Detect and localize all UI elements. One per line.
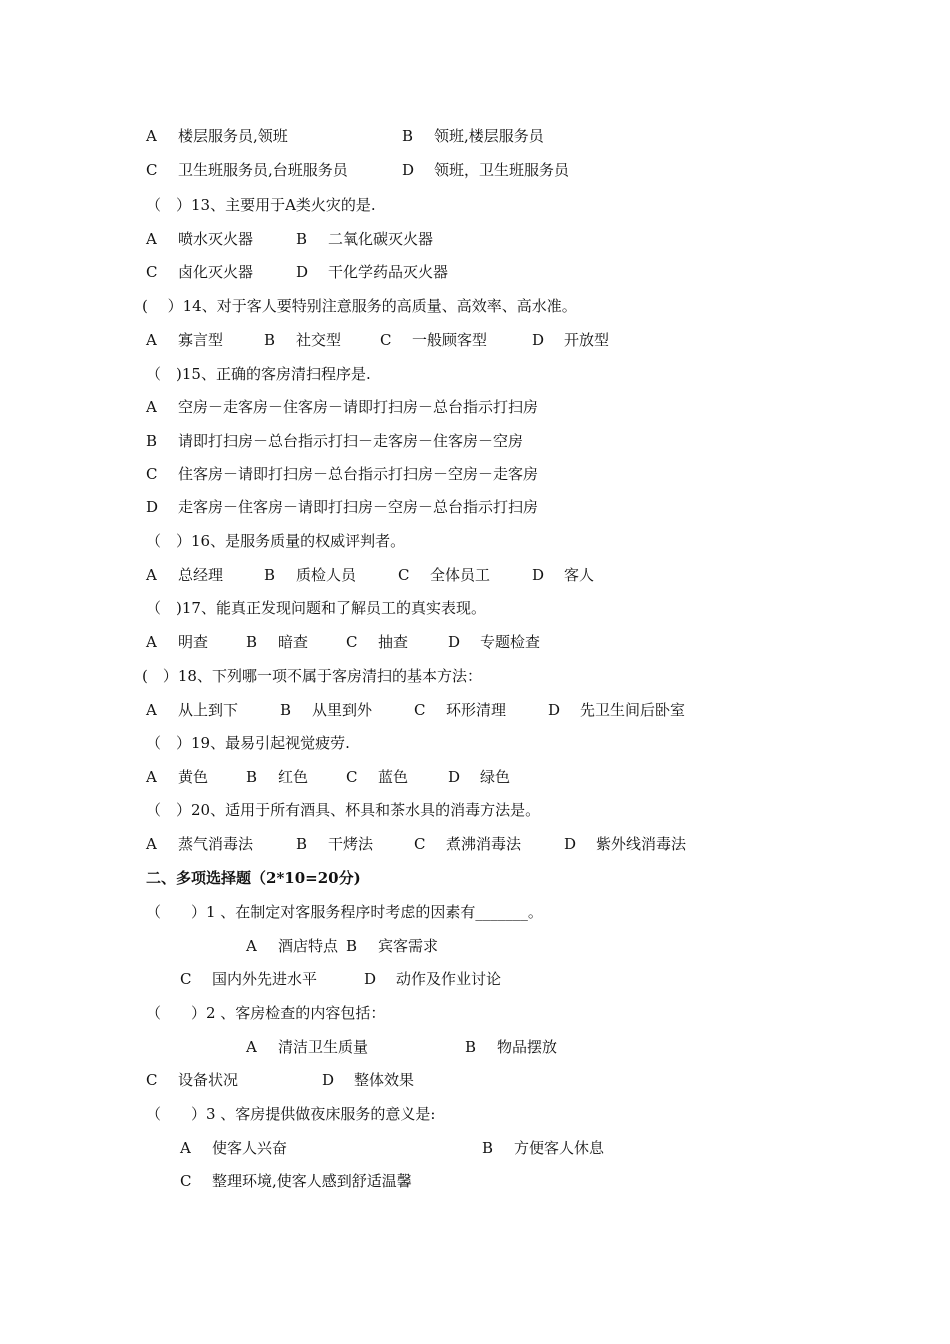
- option-text: 物品摆放: [497, 1038, 558, 1056]
- option-text: 领班，卫生班服务员: [434, 161, 570, 179]
- option-letter: A: [146, 230, 157, 248]
- question-18: ( ）18、下列哪一项不属于客房清扫的基本方法：: [142, 667, 482, 685]
- option-text: 总经理: [178, 566, 224, 584]
- option-text: 二氧化碳灭火器: [328, 230, 434, 248]
- option-text: 客人: [564, 566, 595, 584]
- section-heading-multiple-choice: 二、多项选择题（2*10=20分): [146, 869, 361, 887]
- option-letter: B: [246, 633, 258, 651]
- option-text: 全体员工: [430, 566, 491, 584]
- option-letter: D: [296, 263, 309, 281]
- option-text: 走客房－住客房－请即打扫房－空房－总台指示打扫房: [178, 498, 539, 516]
- option-letter: D: [532, 331, 545, 349]
- option-letter: B: [296, 230, 308, 248]
- option-letter: B: [296, 835, 308, 853]
- option-letter: C: [414, 835, 426, 853]
- option-letter: C: [346, 768, 358, 786]
- option-text: 质检人员: [296, 566, 357, 584]
- option-text: 一般顾客型: [412, 331, 488, 349]
- option-text: 整体效果: [354, 1071, 415, 1089]
- option-text: 住客房－请即打扫房－总台指示打扫房－空房－走客房: [178, 465, 539, 483]
- question-17: （ )17、能真正发现问题和了解员工的真实表现。: [146, 599, 486, 617]
- option-letter: C: [146, 161, 158, 179]
- option-text: 暗查: [278, 633, 309, 651]
- option-letter: B: [346, 937, 358, 955]
- option-text: 干化学药品灭火器: [328, 263, 449, 281]
- option-text: 从里到外: [312, 701, 373, 719]
- option-letter: D: [532, 566, 545, 584]
- option-letter: C: [146, 1071, 158, 1089]
- option-text: 寡言型: [178, 331, 224, 349]
- question-15: （ )15、正确的客房清扫程序是.: [146, 365, 371, 383]
- option-text: 蒸气消毒法: [178, 835, 254, 853]
- option-text: 红色: [278, 768, 309, 786]
- option-text: 开放型: [564, 331, 610, 349]
- option-text: 明查: [178, 633, 209, 651]
- option-text: 先卫生间后卧室: [580, 701, 686, 719]
- question-13: （ ）13、主要用于A类火灾的是.: [146, 196, 376, 214]
- option-letter: A: [146, 566, 157, 584]
- option-text: 整理环境,使客人感到舒适温馨: [212, 1172, 412, 1190]
- option-letter: A: [246, 1038, 257, 1056]
- option-letter: B: [146, 432, 158, 450]
- multi-question-2: （ ）2 、客房检查的内容包括：: [146, 1004, 386, 1022]
- option-text: 绿色: [480, 768, 511, 786]
- option-text: 从上到下: [178, 701, 239, 719]
- option-letter: C: [146, 465, 158, 483]
- option-text: 卫生班服务员,台班服务员: [178, 161, 348, 179]
- option-letter: D: [364, 970, 377, 988]
- option-text: 酒店特点: [278, 937, 339, 955]
- option-letter: A: [146, 331, 157, 349]
- option-text: 卤化灭火器: [178, 263, 254, 281]
- option-text: 环形清理: [446, 701, 507, 719]
- multi-question-1: （ ）1 、在制定对客服务程序时考虑的因素有_______。: [146, 903, 543, 921]
- option-letter: C: [146, 263, 158, 281]
- option-letter: B: [246, 768, 258, 786]
- question-14: ( ）14、对于客人要特别注意服务的高质量、高效率、高水准。: [142, 297, 577, 315]
- option-letter: C: [398, 566, 410, 584]
- option-letter: A: [146, 768, 157, 786]
- option-text: 空房－走客房－住客房－请即打扫房－总台指示打扫房: [178, 398, 539, 416]
- option-letter: A: [146, 633, 157, 651]
- option-text: 清洁卫生质量: [278, 1038, 369, 1056]
- multi-question-3: （ ）3 、客房提供做夜床服务的意义是:: [146, 1105, 436, 1123]
- question-16: （ ）16、是服务质量的权威评判者。: [146, 532, 406, 550]
- option-letter: A: [146, 835, 157, 853]
- option-letter: B: [264, 566, 276, 584]
- option-letter: D: [448, 768, 461, 786]
- option-text: 喷水灭火器: [178, 230, 254, 248]
- option-letter: D: [548, 701, 561, 719]
- option-letter: A: [180, 1139, 191, 1157]
- option-letter: D: [564, 835, 577, 853]
- option-text: 方便客人休息: [514, 1139, 605, 1157]
- option-text: 蓝色: [378, 768, 409, 786]
- option-text: 领班,楼层服务员: [434, 127, 544, 145]
- option-text: 国内外先进水平: [212, 970, 318, 988]
- option-letter: C: [180, 1172, 192, 1190]
- option-text: 动作及作业讨论: [396, 970, 502, 988]
- option-letter: B: [465, 1038, 477, 1056]
- option-letter: C: [414, 701, 426, 719]
- option-text: 宾客需求: [378, 937, 439, 955]
- option-text: 楼层服务员,领班: [178, 127, 288, 145]
- option-letter: D: [322, 1071, 335, 1089]
- option-text: 抽查: [378, 633, 409, 651]
- option-letter: B: [280, 701, 292, 719]
- option-text: 干烤法: [328, 835, 374, 853]
- option-text: 社交型: [296, 331, 342, 349]
- option-letter: D: [448, 633, 461, 651]
- option-letter: C: [180, 970, 192, 988]
- option-letter: A: [146, 398, 157, 416]
- option-text: 使客人兴奋: [212, 1139, 288, 1157]
- question-20: （ ）20、适用于所有酒具、杯具和茶水具的消毒方法是。: [146, 801, 541, 819]
- option-text: 设备状况: [178, 1071, 239, 1089]
- option-letter: A: [246, 937, 257, 955]
- option-text: 请即打扫房－总台指示打扫－走客房－住客房－空房: [178, 432, 524, 450]
- option-letter: D: [146, 498, 159, 516]
- option-letter: C: [380, 331, 392, 349]
- option-text: 专题检查: [480, 633, 541, 651]
- option-letter: B: [482, 1139, 494, 1157]
- option-letter: A: [146, 127, 157, 145]
- option-letter: B: [264, 331, 276, 349]
- option-letter: B: [402, 127, 414, 145]
- question-19: （ ）19、最易引起视觉疲劳.: [146, 734, 350, 752]
- option-letter: D: [402, 161, 415, 179]
- option-letter: C: [346, 633, 358, 651]
- option-text: 煮沸消毒法: [446, 835, 522, 853]
- option-text: 紫外线消毒法: [596, 835, 687, 853]
- option-letter: A: [146, 701, 157, 719]
- option-text: 黄色: [178, 768, 209, 786]
